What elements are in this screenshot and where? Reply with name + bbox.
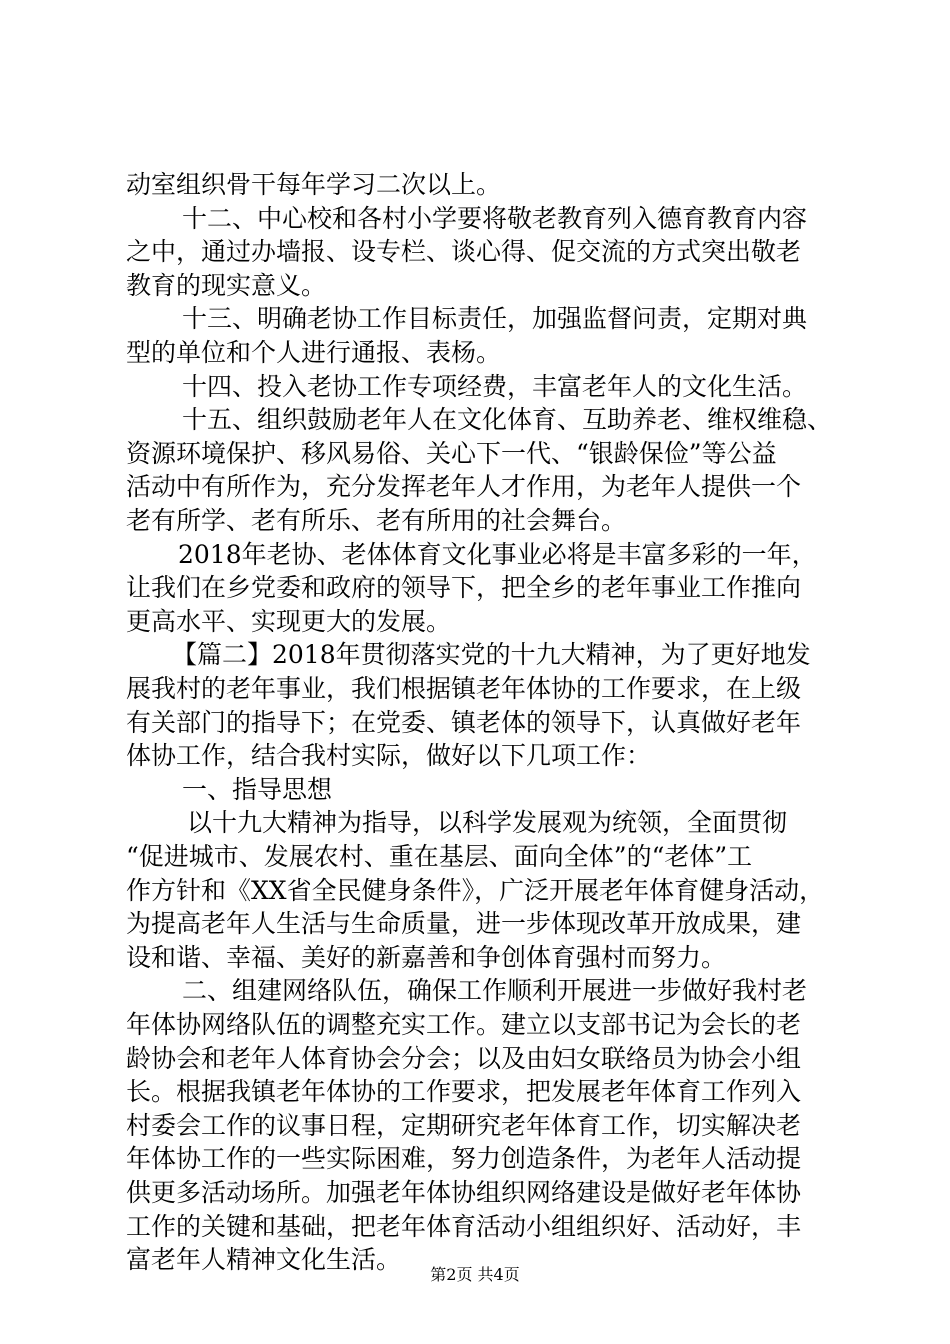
text-line: 活动中有所作为，充分发挥老年人才作用，为老年人提供一个 [126,472,802,502]
page-number-footer: 第2页 共4页 [430,1265,520,1284]
text-line: 十三、明确老协工作目标责任，加强监督问责，定期对典 [182,304,808,334]
text-line: 村委会工作的议事日程，定期研究老年体育工作，切实解决老 [126,1110,802,1140]
text-line: 更高水平、实现更大的发展。 [126,606,452,636]
text-line: 十二、中心校和各村小学要将敬老教育列入德育教育内容 [182,203,808,233]
text-line: 年体协工作的一些实际困难，努力创造条件，为老年人活动提 [126,1144,802,1174]
text-line: 十五、组织鼓励老年人在文化体育、互助养老、维权维稳、 [182,405,833,435]
text-line: 富老年人精神文化生活。 [126,1245,402,1275]
text-line: 以十九大精神为指导，以科学发展观为统领，全面贯彻 [187,808,788,838]
text-line: 二、组建网络队伍，确保工作顺利开展进一步做好我村老 [182,976,808,1006]
text-line: 2018年老协、老体体育文化事业必将是丰富多彩的一年， [178,539,817,569]
text-line: “促进城市、发展农村、重在基层、面向全体”的“老体”工 [126,842,753,871]
text-line: 体协工作，结合我村实际，做好以下几项工作： [126,741,652,771]
text-line: 让我们在乡党委和政府的领导下，把全乡的老年事业工作推向 [126,573,802,603]
text-line: 工作的关键和基础，把老年体育活动小组组织好、活动好，丰 [126,1211,802,1241]
text-line: 作方针和《XX省全民健身条件》，广泛开展老年体育健身活动， [126,875,825,905]
text-line: 【篇二】2018年贯彻落实党的十九大精神，为了更好地发 [172,640,811,670]
text-line: 之中，通过办墙报、设专栏、谈心得、促交流的方式突出敬老 [126,237,802,267]
text-line: 龄协会和老年人体育协会分会；以及由妇女联络员为协会小组 [126,1043,802,1073]
text-line: 供更多活动场所。加强老年体协组织网络建设是做好老年体协 [126,1178,802,1207]
text-line: 型的单位和个人进行通报、表杨。 [126,338,502,367]
text-line: 教育的现实意义。 [126,270,327,300]
text-line: 长。根据我镇老年体协的工作要求，把发展老年体育工作列入 [126,1077,802,1107]
text-line: 十四、投入老协工作专项经费，丰富老年人的文化生活。 [182,371,808,401]
text-line: 为提高老年人生活与生命质量，进一步体现改革开放成果，建 [126,909,802,939]
text-line: 有关部门的指导下；在党委、镇老体的领导下，认真做好老年 [126,707,802,737]
text-line: 年体协网络队伍的调整充实工作。建立以支部书记为会长的老 [126,1010,802,1039]
section-heading: 一、指导思想 [182,774,333,804]
text-line: 展我村的老年事业，我们根据镇老年体协的工作要求，在上级 [126,674,802,703]
text-line: 资源环境保护、移风易俗、关心下一代、“银龄保俭”等公益 [126,438,777,468]
text-line: 设和谐、幸福、美好的新嘉善和争创体育强村而努力。 [126,942,727,972]
text-line: 动室组织骨干每年学习二次以上。 [126,170,502,199]
text-line: 老有所学、老有所乐、老有所用的社会舞台。 [126,506,627,535]
